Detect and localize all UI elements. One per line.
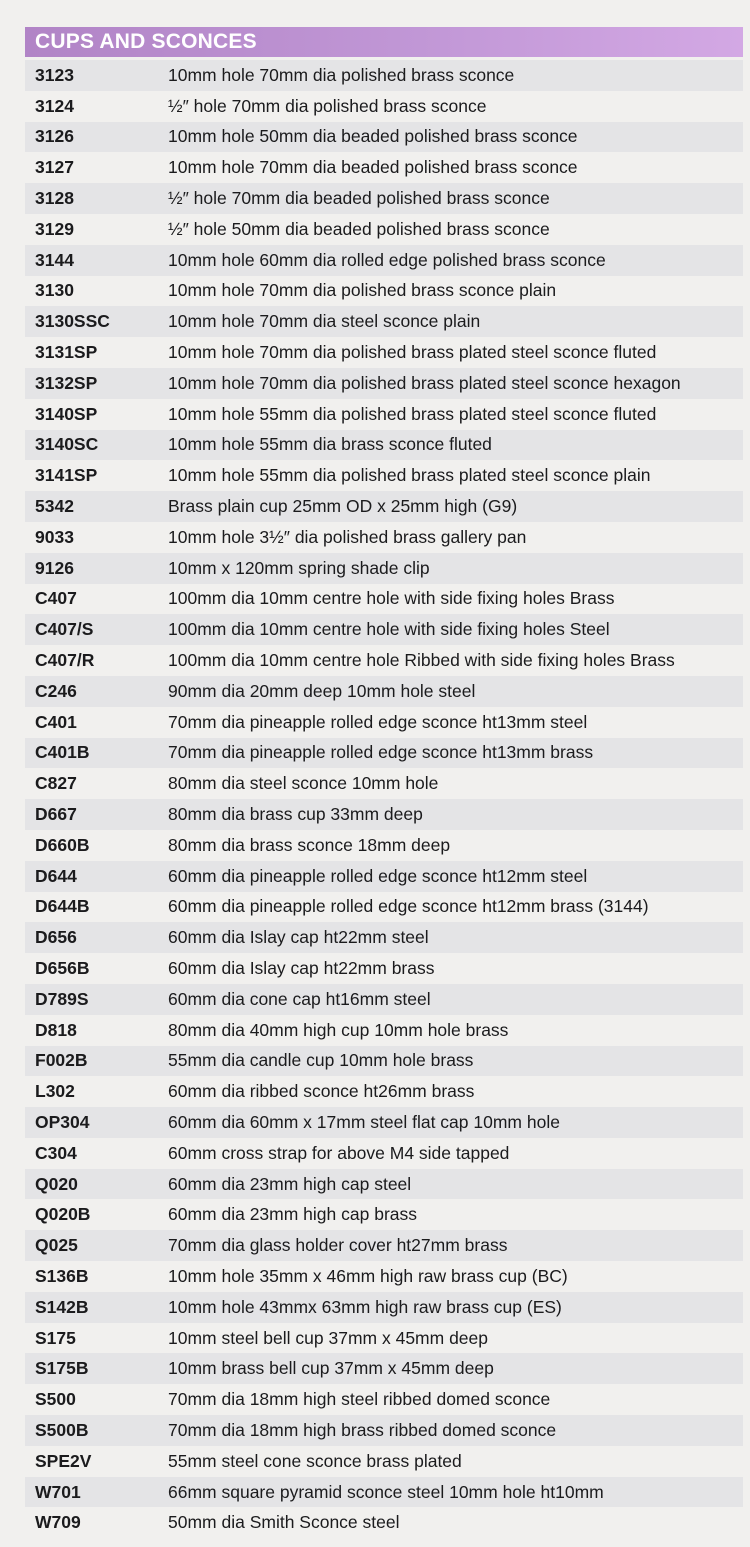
product-description: 90mm dia 20mm deep 10mm hole steel: [168, 680, 476, 701]
table-row: [25, 522, 743, 553]
product-description: 66mm square pyramid sconce steel 10mm hole ht10mm: [168, 1481, 604, 1502]
product-code: D818: [35, 1019, 77, 1040]
table-row: [25, 1138, 743, 1169]
table-row: [25, 276, 743, 307]
product-code: Q025: [35, 1235, 78, 1256]
product-code: 3132SP: [35, 372, 98, 393]
table-row: [25, 1199, 743, 1230]
product-code: C407/S: [35, 619, 94, 640]
product-description: 60mm cross strap for above M4 side tapped: [168, 1142, 510, 1163]
product-description: 10mm hole 43mmx 63mm high raw brass cup (ES): [168, 1296, 562, 1317]
product-description: 10mm hole 70mm dia polished brass sconce plain: [168, 280, 557, 301]
table-row: [25, 830, 743, 861]
product-code: W701: [35, 1481, 81, 1502]
product-code: S175: [35, 1327, 76, 1348]
product-code: 3141SP: [35, 465, 98, 486]
product-description: 10mm hole 35mm x 46mm high raw brass cup (BC): [168, 1265, 568, 1286]
table-row: [25, 1292, 743, 1323]
table-row: [25, 183, 743, 214]
product-code: 3128: [35, 188, 74, 209]
table-row: [25, 1015, 743, 1046]
product-description: 60mm dia cone cap ht16mm steel: [168, 988, 431, 1009]
product-code: S136B: [35, 1265, 89, 1286]
table-row: [25, 799, 743, 830]
product-code: 3131SP: [35, 342, 98, 363]
product-code: 3126: [35, 126, 74, 147]
product-code: C407/R: [35, 650, 95, 671]
product-code: Q020B: [35, 1204, 91, 1225]
product-description: 80mm dia steel sconce 10mm hole: [168, 773, 439, 794]
product-code: 3129: [35, 218, 74, 239]
table-row: [25, 430, 743, 461]
product-code: L302: [35, 1081, 75, 1102]
product-code: 3130SSC: [35, 311, 110, 332]
product-code: 3123: [35, 64, 74, 85]
product-description: 60mm dia 60mm x 17mm steel flat cap 10mm hole: [168, 1111, 560, 1132]
product-code: D644B: [35, 896, 90, 917]
table-row: [25, 676, 743, 707]
product-description: 10mm hole 3½″ dia polished brass gallery pan: [168, 526, 527, 547]
product-description: 60mm dia ribbed sconce ht26mm brass: [168, 1081, 475, 1102]
product-code: OP304: [35, 1111, 90, 1132]
product-code: 3130: [35, 280, 74, 301]
table-row: [25, 337, 743, 368]
product-code: C407: [35, 588, 77, 609]
product-description: 10mm hole 50mm dia beaded polished brass sconce: [168, 126, 578, 147]
table-row: [25, 584, 743, 615]
table-row: [25, 892, 743, 923]
product-code: 9126: [35, 557, 74, 578]
table-row: [25, 645, 743, 676]
table-row: [25, 368, 743, 399]
product-code: S500B: [35, 1419, 89, 1440]
product-description: 10mm hole 55mm dia brass sconce fluted: [168, 434, 492, 455]
product-code: C304: [35, 1142, 77, 1163]
product-description: Brass plain cup 25mm OD x 25mm high (G9): [168, 496, 518, 517]
product-code: 3140SP: [35, 403, 98, 424]
table-row: [25, 861, 743, 892]
product-description: 10mm hole 70mm dia beaded polished brass sconce: [168, 157, 578, 178]
table-row: [25, 60, 743, 91]
product-code: 9033: [35, 526, 74, 547]
table-row: [25, 306, 743, 337]
table-row: [25, 984, 743, 1015]
table-row: [25, 1323, 743, 1354]
product-table: [25, 60, 743, 1538]
product-description: 10mm hole 70mm dia polished brass plated steel sconce hexagon: [168, 372, 681, 393]
product-description: 10mm x 120mm spring shade clip: [168, 557, 430, 578]
product-description: 100mm dia 10mm centre hole with side fixing holes Steel: [168, 619, 610, 640]
product-code: 5342: [35, 496, 74, 517]
product-description: 80mm dia 40mm high cup 10mm hole brass: [168, 1019, 509, 1040]
table-row: [25, 953, 743, 984]
product-code: 3140SC: [35, 434, 99, 455]
product-description: 60mm dia 23mm high cap steel: [168, 1173, 412, 1194]
product-description: 10mm hole 55mm dia polished brass plated steel sconce fluted: [168, 403, 657, 424]
table-row: [25, 399, 743, 430]
product-code: D789S: [35, 988, 89, 1009]
product-description: 10mm hole 55mm dia polished brass plated steel sconce plain: [168, 465, 651, 486]
product-code: C401: [35, 711, 77, 732]
table-row: [25, 768, 743, 799]
table-row: [25, 738, 743, 769]
product-description: 80mm dia brass cup 33mm deep: [168, 804, 423, 825]
product-description: 70mm dia 18mm high brass ribbed domed sconce: [168, 1419, 557, 1440]
product-description: 60mm dia pineapple rolled edge sconce ht12mm steel: [168, 865, 588, 886]
product-code: D660B: [35, 834, 90, 855]
product-description: ½″ hole 70mm dia beaded polished brass sconce: [168, 188, 550, 209]
product-description: 60mm dia 23mm high cap brass: [168, 1204, 417, 1225]
product-code: C401B: [35, 742, 90, 763]
table-row: [25, 1507, 743, 1538]
product-code: 3127: [35, 157, 74, 178]
product-description: 10mm brass bell cup 37mm x 45mm deep: [168, 1358, 494, 1379]
product-code: SPE2V: [35, 1450, 92, 1471]
product-description: 70mm dia pineapple rolled edge sconce ht13mm brass: [168, 742, 594, 763]
table-row: [25, 1230, 743, 1261]
product-code: C827: [35, 773, 77, 794]
table-row: [25, 1384, 743, 1415]
product-code: Q020: [35, 1173, 78, 1194]
product-description: 10mm hole 70mm dia polished brass sconce: [168, 64, 515, 85]
product-code: D656B: [35, 958, 90, 978]
product-description: ½″ hole 50mm dia beaded polished brass sconce: [168, 218, 550, 239]
product-code: 3124: [35, 95, 74, 116]
table-row: [25, 553, 743, 584]
product-description: ½″ hole 70mm dia polished brass sconce: [168, 95, 487, 116]
product-code: F002B: [35, 1050, 88, 1071]
product-description: 100mm dia 10mm centre hole Ribbed with side fixing holes Brass: [168, 650, 675, 671]
product-description: 60mm dia Islay cap ht22mm steel: [168, 927, 429, 948]
product-description: 70mm dia pineapple rolled edge sconce ht13mm steel: [168, 711, 588, 732]
table-row: [25, 1169, 743, 1200]
product-description: 80mm dia brass sconce 18mm deep: [168, 834, 451, 855]
product-code: D667: [35, 804, 77, 825]
product-description: 10mm steel bell cup 37mm x 45mm deep: [168, 1327, 488, 1348]
product-code: D656: [35, 927, 77, 948]
product-description: 10mm hole 70mm dia polished brass plated steel sconce fluted: [168, 342, 657, 363]
product-description: 70mm dia 18mm high steel ribbed domed sconce: [168, 1389, 551, 1410]
table-row: [25, 1415, 743, 1446]
product-code: C246: [35, 680, 77, 701]
section-title: CUPS AND SCONCES: [25, 27, 743, 57]
product-description: 60mm dia Islay cap ht22mm brass: [168, 958, 435, 978]
table-row: [25, 491, 743, 522]
table-row: [25, 1477, 743, 1508]
table-row: [25, 1107, 743, 1138]
table-row: [25, 245, 743, 276]
product-code: 3144: [35, 249, 74, 270]
product-description: 55mm dia candle cup 10mm hole brass: [168, 1050, 474, 1071]
product-description: 10mm hole 60mm dia rolled edge polished brass sconce: [168, 249, 606, 270]
table-row: [25, 707, 743, 738]
product-code: D644: [35, 865, 77, 886]
table-row: [25, 614, 743, 645]
table-row: [25, 91, 743, 122]
table-row: [25, 152, 743, 183]
table-row: [25, 922, 743, 953]
table-row: [25, 214, 743, 245]
product-description: 70mm dia glass holder cover ht27mm brass: [168, 1235, 508, 1256]
product-code: S175B: [35, 1358, 89, 1379]
product-description: 60mm dia pineapple rolled edge sconce ht12mm brass (3144): [168, 896, 649, 917]
product-description: 55mm steel cone sconce brass plated: [168, 1450, 462, 1471]
product-description: 10mm hole 70mm dia steel sconce plain: [168, 311, 481, 332]
product-code: S500: [35, 1389, 76, 1410]
table-row: [25, 1076, 743, 1107]
table-row: [25, 460, 743, 491]
product-description: 100mm dia 10mm centre hole with side fixing holes Brass: [168, 588, 615, 609]
table-row: [25, 122, 743, 153]
product-description: 50mm dia Smith Sconce steel: [168, 1512, 400, 1533]
table-row: [25, 1353, 743, 1384]
table-row: [25, 1046, 743, 1077]
product-code: S142B: [35, 1296, 89, 1317]
product-code: W709: [35, 1512, 81, 1533]
table-row: [25, 1446, 743, 1477]
table-row: [25, 1261, 743, 1292]
